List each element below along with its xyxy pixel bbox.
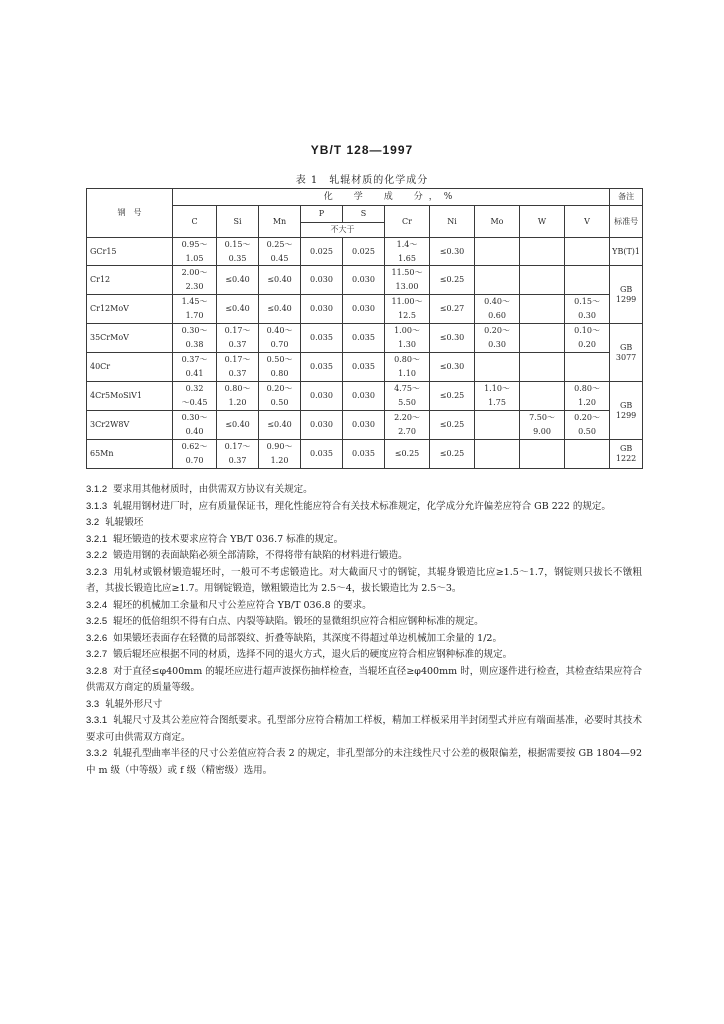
body-text (86, 482, 642, 779)
table-row (87, 266, 643, 295)
table-row (87, 238, 643, 266)
cell-ni: ≤0.30 (430, 238, 475, 266)
clause-text: 如果锻坯表面存在轻微的局部裂纹、折叠等缺陷，其深度不得超过单边机械加工余量的 1/2。 (113, 632, 502, 644)
cell-mo (475, 353, 520, 382)
cell-v (565, 440, 610, 469)
cell-steel-grade: Cr12MoV (87, 295, 173, 324)
clause-number: 3.1.3 (86, 500, 108, 512)
header-not-more-than: 不大于 (301, 223, 385, 238)
clause-text: 辊坯的机械加工余量和尺寸公差应符合 YB/T 036.8 的要求。 (113, 599, 372, 611)
header-element-mo: Mo (475, 206, 520, 238)
cell-v: 0.20～ 0.50 (565, 411, 610, 440)
cell-standard-no: GB 1299 (610, 382, 643, 440)
cell-steel-grade: 4Cr5MoSiV1 (87, 382, 173, 411)
cell-cr: 11.00～ 12.5 (385, 295, 430, 324)
cell-mo (475, 440, 520, 469)
header-element-v: V (565, 206, 610, 238)
cell-w (520, 382, 565, 411)
cell-mo (475, 266, 520, 295)
header-element-cr: Cr (385, 206, 430, 238)
clause-text: 用轧材或锻材锻造辊坯时，一般可不考虑锻造比。对大截面尺寸的钢锭，其辊身锻造比应≥1.5～1.7，钢锭则只拔长不镦粗者，其拔长锻造比应≥1.7。用钢锭锻造，镦粗锻造比为 2.5～4，拔长锻造比为 2.5～3。 (86, 566, 642, 594)
cell-cr: 11.50～ 13.00 (385, 266, 430, 295)
chemical-composition-table (86, 188, 643, 469)
clause-number: 3.2.3 (86, 566, 108, 578)
cell-mo (475, 238, 520, 266)
clause-number: 3.1.2 (86, 484, 108, 495)
cell-ni: ≤0.30 (430, 324, 475, 353)
header-element-mn: Mn (259, 206, 301, 238)
cell-ni: ≤0.25 (430, 266, 475, 295)
paragraph (86, 565, 642, 598)
cell-cr: 1.4～ 1.65 (385, 238, 430, 266)
paragraph (86, 647, 642, 664)
cell-si: 0.80～ 1.20 (217, 382, 259, 411)
header-element-ni: Ni (430, 206, 475, 238)
cell-w (520, 238, 565, 266)
clause-text: 锻后辊坯应根据不同的材质，选择不同的退火方式，退火后的硬度应符合相应钢种标准的规定。 (113, 649, 513, 660)
cell-v (565, 266, 610, 295)
clause-number: 3.2.6 (86, 632, 108, 644)
cell-c: 0.32 ～0.45 (173, 382, 217, 411)
cell-standard-no: GB 3077 (610, 324, 643, 382)
cell-si: 0.17～ 0.37 (217, 324, 259, 353)
paragraph (86, 482, 642, 499)
cell-cr: 2.20～ 2.70 (385, 411, 430, 440)
cell-w (520, 324, 565, 353)
clause-text: 轧辊锻坯 (105, 517, 144, 528)
clause-number: 3.2.7 (86, 649, 108, 660)
cell-p: 0.025 (301, 238, 343, 266)
clause-text: 对于直径≤φ400mm 的辊坯应进行超声波探伤抽样检查，当辊坯直径≥φ400mm 时，则应逐件进行检查，其检查结果应符合供需双方商定的质量等级。 (86, 665, 642, 693)
paragraph (86, 746, 642, 779)
cell-si: ≤0.40 (217, 295, 259, 324)
cell-steel-grade: GCr15 (87, 238, 173, 266)
cell-ni: ≤0.27 (430, 295, 475, 324)
header-standard-no: 标准号 (610, 206, 643, 238)
header-element-w: W (520, 206, 565, 238)
cell-c: 0.95～ 1.05 (173, 238, 217, 266)
cell-v: 0.15～ 0.30 (565, 295, 610, 324)
paragraph (86, 548, 642, 565)
cell-w (520, 295, 565, 324)
cell-standard-no: YB(T)1 (610, 238, 643, 266)
cell-ni: ≤0.25 (430, 440, 475, 469)
cell-steel-grade: 35CrMoV (87, 324, 173, 353)
cell-ni: ≤0.30 (430, 353, 475, 382)
paragraph (86, 598, 642, 615)
cell-p: 0.035 (301, 324, 343, 353)
clause-text: 轧辊外形尺寸 (105, 698, 163, 710)
header-remark: 备注 (610, 189, 643, 206)
paragraph (86, 499, 642, 516)
cell-mo: 0.20～ 0.30 (475, 324, 520, 353)
cell-s: 0.035 (343, 440, 385, 469)
cell-cr: 1.00～ 1.30 (385, 324, 430, 353)
cell-c: 1.45～ 1.70 (173, 295, 217, 324)
paragraph (86, 713, 642, 746)
clause-number: 3.2.4 (86, 599, 108, 611)
cell-cr: 0.80～ 1.10 (385, 353, 430, 382)
cell-si: ≤0.40 (217, 266, 259, 295)
clause-number: 3.2.1 (86, 533, 108, 545)
clause-text: 轧辊用钢材进厂时，应有质量保证书，理化性能应符合有关技术标准规定，化学成分允许偏差应符合 GB 222 的规定。 (113, 500, 611, 512)
paragraph (86, 631, 642, 648)
cell-mn: ≤0.40 (259, 295, 301, 324)
clause-text: 要求用其他材质时，由供需双方协议有关规定。 (113, 484, 313, 495)
cell-v (565, 238, 610, 266)
cell-mn: 0.40～ 0.70 (259, 324, 301, 353)
cell-s: 0.030 (343, 382, 385, 411)
clause-number: 3.2.8 (86, 665, 108, 677)
cell-v: 0.10～ 0.20 (565, 324, 610, 353)
cell-ni: ≤0.25 (430, 411, 475, 440)
header-element-p: P (301, 206, 343, 223)
clause-text: 辊坯锻造的技术要求应符合 YB/T 036.7 标准的规定。 (113, 533, 344, 545)
cell-mo: 0.40～ 0.60 (475, 295, 520, 324)
paragraph (86, 614, 642, 631)
cell-mn: ≤0.40 (259, 411, 301, 440)
clause-number: 3.3 (86, 698, 100, 710)
clause-number: 3.3.2 (86, 748, 108, 759)
cell-cr: ≤0.25 (385, 440, 430, 469)
paragraph (86, 697, 642, 714)
cell-c: 2.00～ 2.30 (173, 266, 217, 295)
cell-s: 0.025 (343, 238, 385, 266)
paragraph (86, 664, 642, 697)
table-row (87, 324, 643, 353)
table-row (87, 353, 643, 382)
cell-c: 0.62～ 0.70 (173, 440, 217, 469)
cell-p: 0.035 (301, 440, 343, 469)
paragraph (86, 532, 642, 549)
cell-p: 0.035 (301, 353, 343, 382)
clause-number: 3.2 (86, 517, 100, 528)
cell-mn: 0.50～ 0.80 (259, 353, 301, 382)
cell-p: 0.030 (301, 382, 343, 411)
cell-mn: 0.25～ 0.45 (259, 238, 301, 266)
cell-mo: 1.10～ 1.75 (475, 382, 520, 411)
cell-s: 0.030 (343, 295, 385, 324)
cell-w: 7.50～ 9.00 (520, 411, 565, 440)
clause-number: 3.3.1 (86, 715, 108, 726)
table-row (87, 295, 643, 324)
cell-si: 0.15～ 0.35 (217, 238, 259, 266)
cell-s: 0.035 (343, 324, 385, 353)
cell-si: 0.17～ 0.37 (217, 440, 259, 469)
cell-standard-no: GB 1222 (610, 440, 643, 469)
header-element-c: C (173, 206, 217, 238)
table-row (87, 382, 643, 411)
cell-w (520, 440, 565, 469)
cell-c: 0.30～ 0.38 (173, 324, 217, 353)
cell-steel-grade: 65Mn (87, 440, 173, 469)
cell-ni: ≤0.25 (430, 382, 475, 411)
cell-si: ≤0.40 (217, 411, 259, 440)
cell-c: 0.37～ 0.41 (173, 353, 217, 382)
header-element-s: S (343, 206, 385, 223)
header-steel-grade: 钢 号 (87, 189, 173, 238)
cell-mn: 0.90～ 1.20 (259, 440, 301, 469)
clause-text: 轧辊尺寸及其公差应符合图纸要求。孔型部分应符合精加工样板，精加工样板采用半封闭型式并应有端面基准，必要时其技术要求可由供需双方商定。 (86, 715, 642, 743)
cell-v: 0.80～ 1.20 (565, 382, 610, 411)
clause-text: 辊坯的低倍组织不得有白点、内裂等缺陷。锻坯的显微组织应符合相应钢种标准的规定。 (113, 616, 484, 627)
table-caption: 表 1 轧辊材质的化学成分 (295, 175, 429, 186)
clause-text: 轧辊孔型曲率半径的尺寸公差值应符合表 2 的规定，非孔型部分的未注线性尺寸公差的极限偏差，根据需要按 GB 1804—92 中 m 级（中等级）或 f 级（精密级）选用。 (86, 748, 642, 776)
cell-w (520, 266, 565, 295)
cell-cr: 4.75～ 5.50 (385, 382, 430, 411)
header-chemical-composition: 化 学 成 分，% (173, 189, 610, 206)
table-row (87, 440, 643, 469)
paragraph (86, 515, 642, 532)
cell-si: 0.17～ 0.37 (217, 353, 259, 382)
cell-p: 0.030 (301, 266, 343, 295)
header-element-si: Si (217, 206, 259, 238)
cell-w (520, 353, 565, 382)
cell-p: 0.030 (301, 411, 343, 440)
clause-text: 锻造用钢的表面缺陷必须全部清除，不得将带有缺陷的材料进行锻造。 (113, 550, 408, 561)
cell-v (565, 353, 610, 382)
table-row (87, 411, 643, 440)
cell-mn: ≤0.40 (259, 266, 301, 295)
cell-steel-grade: 40Cr (87, 353, 173, 382)
cell-mn: 0.20～ 0.50 (259, 382, 301, 411)
cell-s: 0.030 (343, 266, 385, 295)
cell-p: 0.030 (301, 295, 343, 324)
cell-s: 0.030 (343, 411, 385, 440)
clause-number: 3.2.2 (86, 550, 108, 561)
cell-c: 0.30～ 0.40 (173, 411, 217, 440)
cell-steel-grade: 3Cr2W8V (87, 411, 173, 440)
cell-mo (475, 411, 520, 440)
cell-standard-no: GB 1299 (610, 266, 643, 324)
clause-number: 3.2.5 (86, 616, 108, 627)
document-header: YB/T 128—1997 (310, 143, 414, 157)
cell-steel-grade: Cr12 (87, 266, 173, 295)
cell-s: 0.035 (343, 353, 385, 382)
